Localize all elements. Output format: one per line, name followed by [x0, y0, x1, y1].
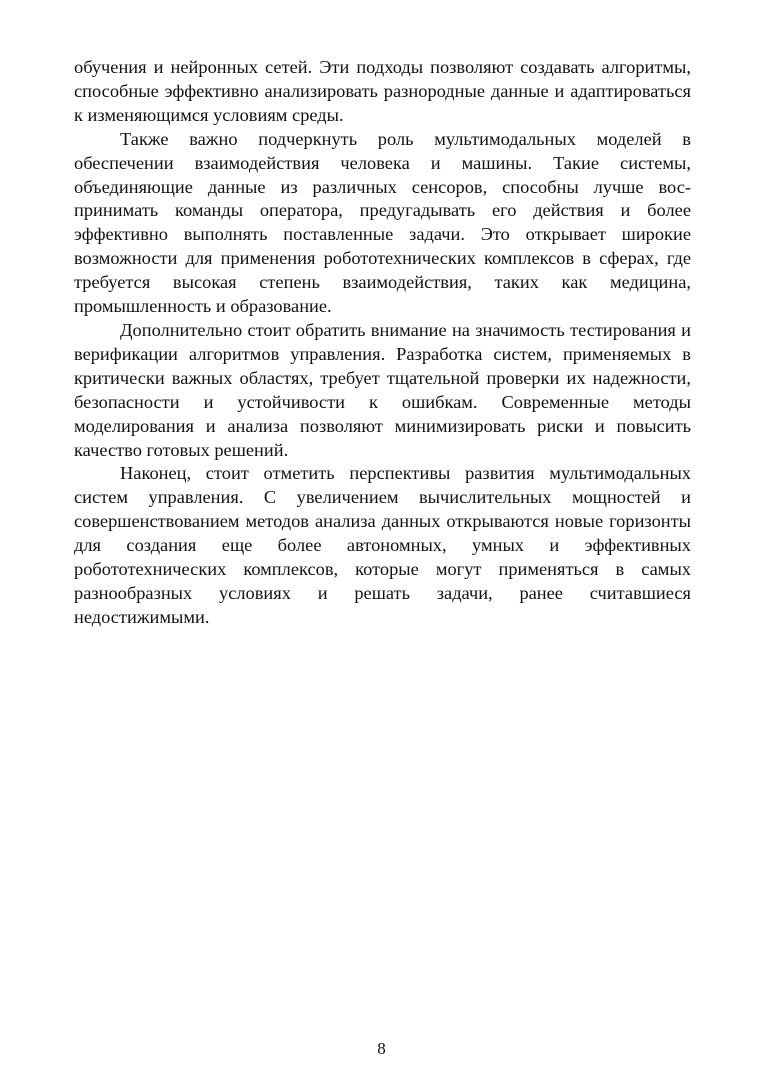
body-text — [74, 56, 691, 630]
page-number: 8 — [377, 1039, 386, 1058]
paragraph-4: Наконец, стоит отметить перспективы развития мультимодальных систем управления. С увеличением вычислительных мощностей и совершенствованием методов анализа данных открываются новые горизонты для создания еще более автономных, умных и эффективных робототехнических комплексов, которые могут применяться в самых разнообразных условиях и решать задачи, ранее считавшиеся недостижимыми. — [74, 463, 691, 627]
paragraph-3: Дополнительно стоит обратить внимание на значимость тестирования и верификации алгоритмов управления. Разработка систем, применяемых в критически важных областях, требует тщательной проверки их надежности, безопасности и устойчивости к ошибкам. Современные методы моделирования и анализа позволяют минимизировать риски и повысить качество готовых решений. — [74, 319, 691, 460]
paragraph-2: Также важно подчеркнуть роль мультимодальных моделей в обеспечении взаимодействия человека и машины. Такие системы, объединяющие данные из различных сенсоров, способны лучше воспринимать команды оператора, предугадывать его действия и более эффективно выполнять поставленные задачи. Это открывает широкие возможности для применения робототехнических комплексов в сферах, где требуется высокая степень взаимодействия, таких как медицина, промышленность и образование. — [74, 128, 691, 317]
paragraph-1: обучения и нейронных сетей. Эти подходы позволяют создавать алгоритмы, способные эффективно анализировать разнородные данные и адаптироваться к изменяющимся условиям среды. — [74, 57, 691, 125]
